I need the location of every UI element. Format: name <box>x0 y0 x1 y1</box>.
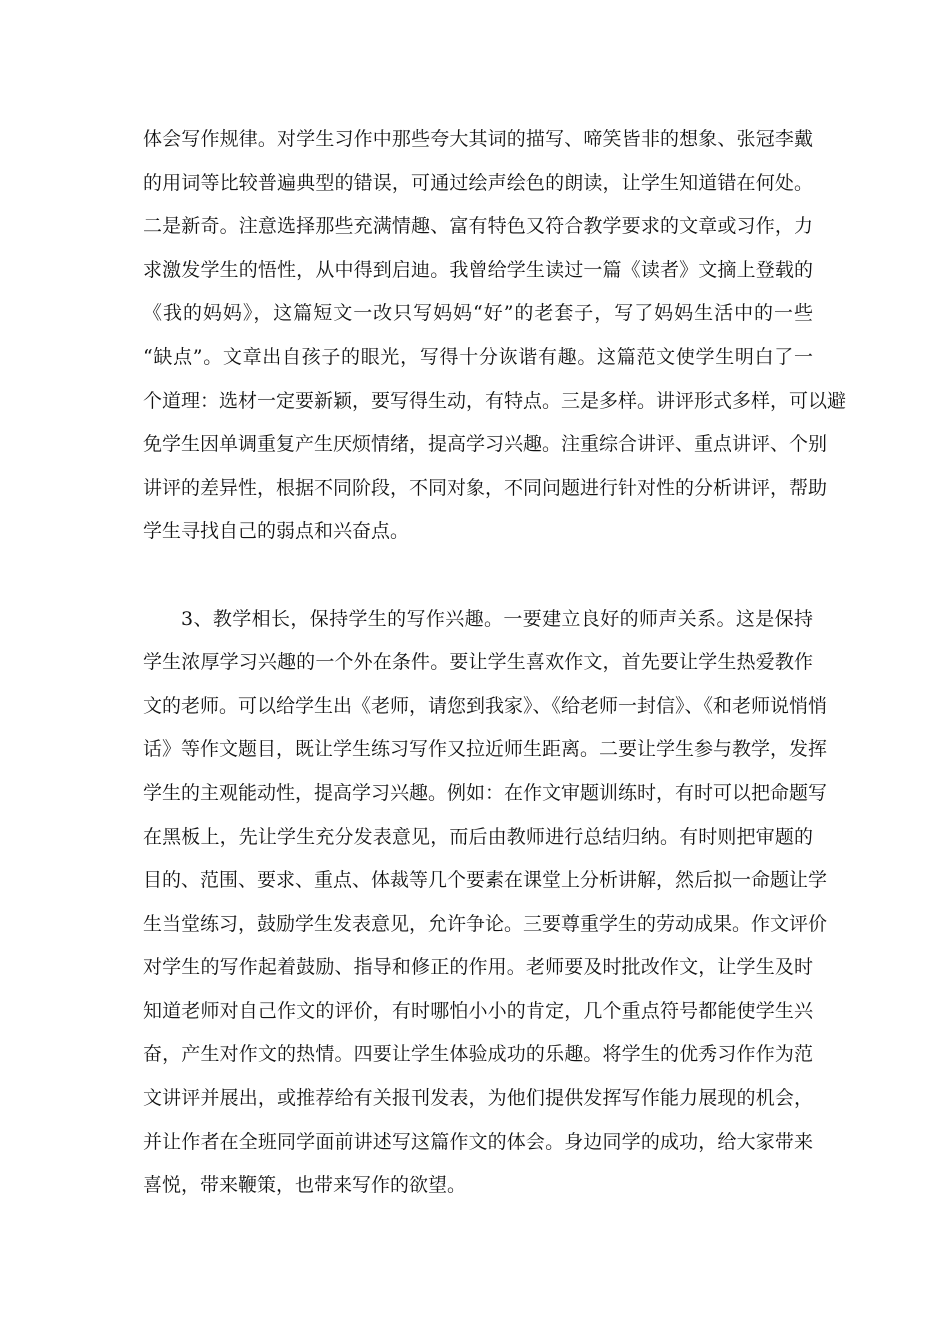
text-line: 个道理：选材一定要新颖，要写得生动，有特点。三是多样。讲评形式多样，可以避 <box>143 389 847 412</box>
text-line: 对学生的写作起着鼓励、指导和修正的作用。老师要及时批改作文，让学生及时 <box>143 956 813 979</box>
text-line: 知道老师对自己作文的评价，有时哪怕小小的肯定，几个重点符号都能使学生兴 <box>143 999 813 1022</box>
text-line: 在黑板上，先让学生充分发表意见，而后由教师进行总结归纳。有时则把审题的 <box>143 825 813 848</box>
text-line: 求激发学生的悟性，从中得到启迪。我曾给学生读过一篇《读者》文摘上登载的 <box>143 258 813 281</box>
document-body <box>143 118 847 1208</box>
text-line: 目的、范围、要求、重点、体裁等几个要素在课堂上分析讲解，然后拟一命题让学 <box>143 869 828 892</box>
text-line: 二是新奇。注意选择那些充满情趣、富有特色又符合教学要求的文章或习作，力 <box>143 215 813 238</box>
paragraph-gap <box>143 554 813 598</box>
paragraph-1 <box>143 118 847 554</box>
paragraph-2 <box>143 598 828 1208</box>
text-line: 学生寻找自己的弱点和兴奋点。 <box>143 520 410 543</box>
text-line: 免学生因单调重复产生厌烦情绪，提高学习兴趣。注重综合讲评、重点讲评、个别 <box>143 433 828 456</box>
text-line: 生当堂练习，鼓励学生发表意见，允许争论。三要尊重学生的劳动成果。作文评价 <box>143 912 828 935</box>
text-line: 讲评的差异性，根据不同阶段，不同对象，不同问题进行针对性的分析讲评，帮助 <box>143 476 828 499</box>
text-line: 并让作者在全班同学面前讲述写这篇作文的体会。身边同学的成功，给大家带来 <box>143 1130 813 1153</box>
text-line: 文的老师。可以给学生出《老师，请您到我家》、《给老师一封信》、《和老师说悄悄 <box>143 694 828 717</box>
text-line: 学生浓厚学习兴趣的一个外在条件。要让学生喜欢作文，首先要让学生热爱教作 <box>143 651 813 674</box>
text-line: 话》等作文题目，既让学生练习写作又拉近师生距离。二要让学生参与教学，发挥 <box>143 738 828 761</box>
text-line: 《我的妈妈》，这篇短文一改只写妈妈“好”的老套子，写了妈妈生活中的一些 <box>143 302 813 325</box>
text-line: “缺点”。文章出自孩子的眼光，写得十分诙谐有趣。这篇范文使学生明白了一 <box>143 345 813 368</box>
text-line: 喜悦，带来鞭策，也带来写作的欲望。 <box>143 1174 467 1197</box>
text-line: 文讲评并展出，或推荐给有关报刊发表，为他们提供发挥写作能力展现的机会， <box>143 1087 813 1110</box>
text-line: 体会写作规律。对学生习作中那些夸大其词的描写、啼笑皆非的想象、张冠李戴 <box>143 128 813 150</box>
text-line: 的用词等比较普遍典型的错误，可通过绘声绘色的朗读，让学生知道错在何处。 <box>143 171 813 194</box>
text-line: 3、教学相长，保持学生的写作兴趣。一要建立良好的师声关系。这是保持 <box>181 607 813 630</box>
text-line: 学生的主观能动性，提高学习兴趣。例如：在作文审题训练时，有时可以把命题写 <box>143 781 828 804</box>
text-line: 奋，产生对作文的热情。四要让学生体验成功的乐趣。将学生的优秀习作作为范 <box>143 1043 813 1066</box>
